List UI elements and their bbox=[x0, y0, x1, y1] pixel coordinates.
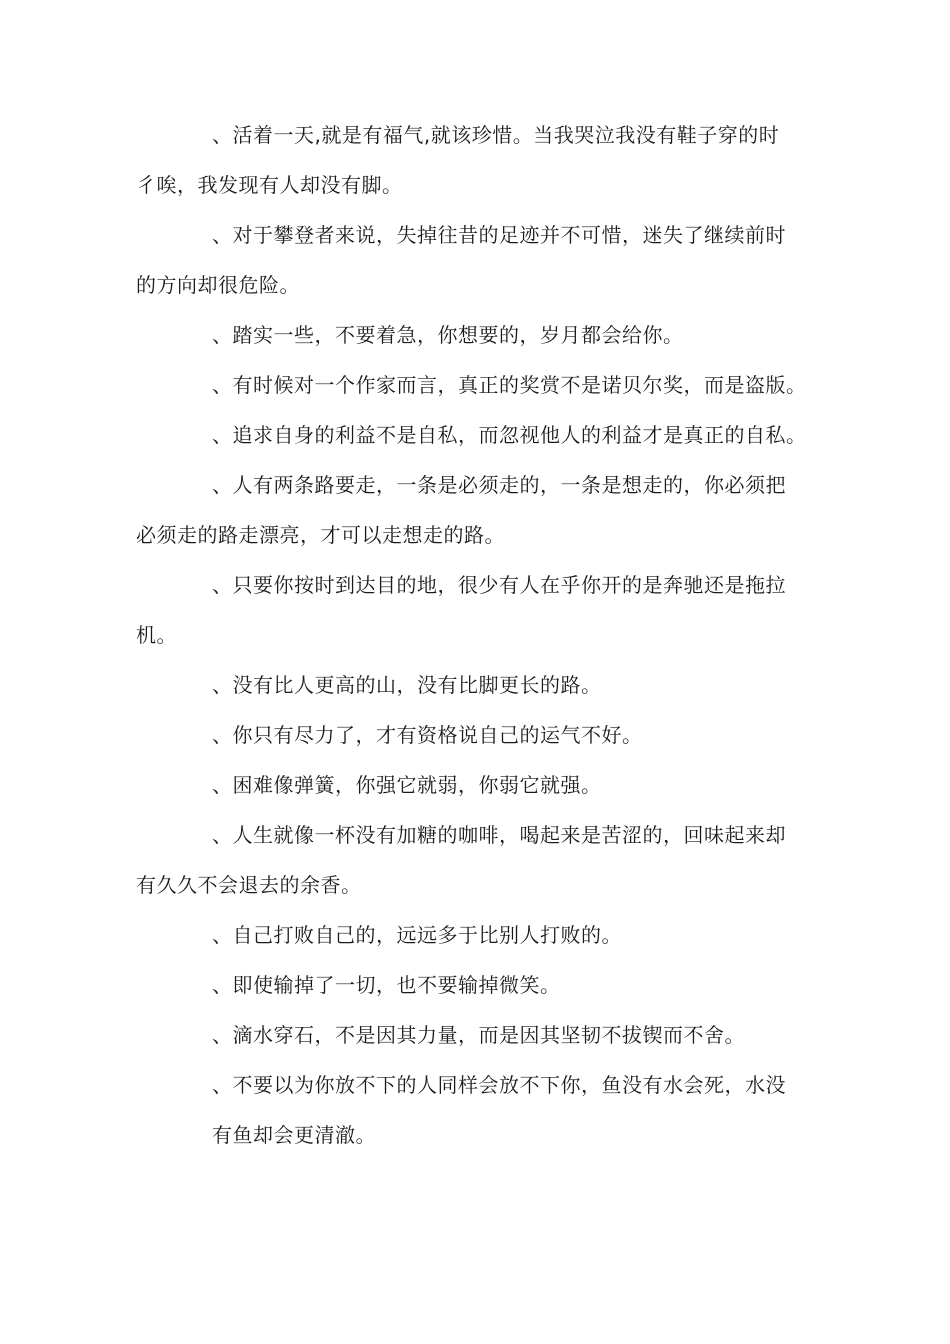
quote-14: 、滴水穿石，不是因其力量，而是因其坚韧不拔锲而不舍。 bbox=[212, 1023, 745, 1047]
quote-1-line-1: 、活着一天,就是有福气,就该珍惜。当我哭泣我没有鞋子穿的时 bbox=[212, 123, 780, 147]
quote-7-line-2: 机。 bbox=[136, 623, 177, 647]
quote-10: 、困难像弹簧，你强它就弱，你弱它就强。 bbox=[212, 773, 602, 797]
quote-15-line-1: 、不要以为你放不下的人同样会放不下你，鱼没有水会死，水没 bbox=[212, 1073, 786, 1097]
quote-6-line-1: 、人有两条路要走，一条是必须走的，一条是想走的，你必须把 bbox=[212, 473, 786, 497]
quote-15-line-2: 有鱼却会更清澈。 bbox=[212, 1123, 376, 1147]
quote-11-line-1: 、人生就像一杯没有加糖的咖啡，喝起来是苦涩的，回味起来却 bbox=[212, 823, 786, 847]
quote-2-line-1: 、对于攀登者来说，失掉往昔的足迹并不可惜，迷失了继续前时 bbox=[212, 223, 786, 247]
quote-11-line-2: 有久久不会退去的余香。 bbox=[136, 873, 362, 897]
quote-12: 、自己打败自己的，远远多于比别人打败的。 bbox=[212, 923, 622, 947]
quote-6-line-2: 必须走的路走漂亮，才可以走想走的路。 bbox=[136, 523, 505, 547]
quote-9: 、你只有尽力了，才有资格说自己的运气不好。 bbox=[212, 723, 643, 747]
quote-7-line-1: 、只要你按时到达目的地，很少有人在乎你开的是奔驰还是拖拉 bbox=[212, 573, 786, 597]
quote-5: 、追求自身的利益不是自私，而忽视他人的利益才是真正的自私。 bbox=[212, 423, 807, 447]
quote-3: 、踏实一些，不要着急，你想要的，岁月都会给你。 bbox=[212, 323, 684, 347]
quote-1-line-2: 彳唉，我发现有人却没有脚。 bbox=[136, 173, 403, 197]
quote-8: 、没有比人更高的山，没有比脚更长的路。 bbox=[212, 673, 602, 697]
quote-13: 、即使输掉了一切，也不要输掉微笑。 bbox=[212, 973, 561, 997]
quote-4: 、有时候对一个作家而言，真正的奖赏不是诺贝尔奖，而是盗版。 bbox=[212, 373, 807, 397]
quote-2-line-2: 的方向却很危险。 bbox=[136, 273, 300, 297]
